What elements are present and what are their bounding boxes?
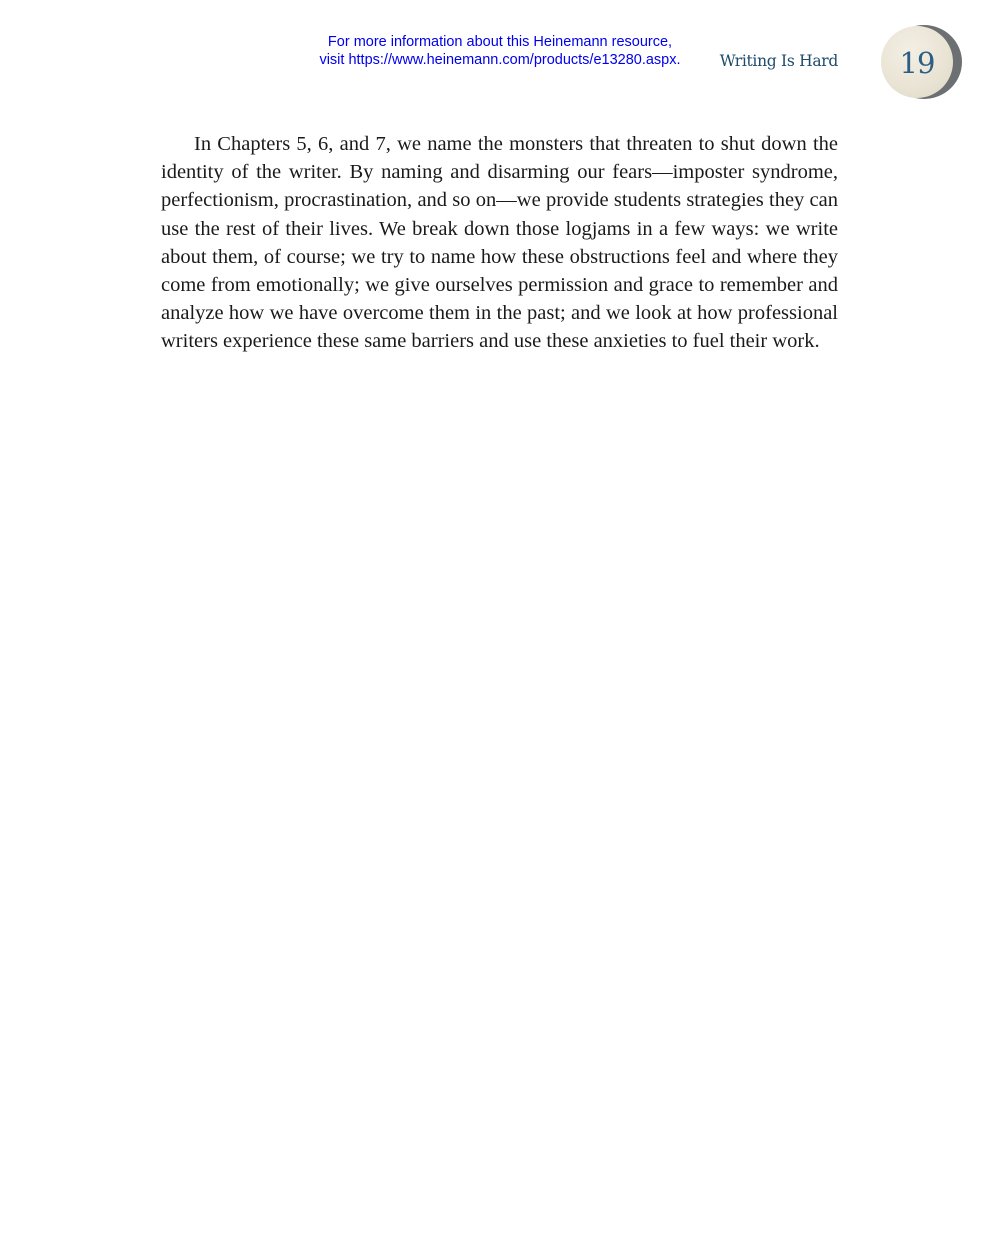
body-paragraph: In Chapters 5, 6, and 7, we name the monsters that threaten to shut down the identity of the writer. By naming and disarming our fears—imposter syndrome, perfectionism, procrastination, and so on—we provide students strategies they can use the rest of their lives. We break down those logjams in a few ways: we write about them, of course; we try to name how these obstructions feel and where they come from emotionally; we give ourselves permission and grace to remember and analyze how we have overcome them in the past; and we look at how professional writers experience these same barriers and use these anxieties to fuel their work. (161, 133, 838, 353)
resource-info-line-1[interactable]: For more information about this Heinemann resource, (327, 34, 673, 50)
page-number-badge (880, 25, 964, 101)
resource-info-line-2[interactable]: visit https://www.heinemann.com/products/e13280.aspx. (319, 52, 681, 68)
running-head: Writing Is Hard (719, 52, 838, 70)
resource-info-link[interactable] (300, 33, 700, 69)
page-number: 19 (899, 46, 935, 80)
